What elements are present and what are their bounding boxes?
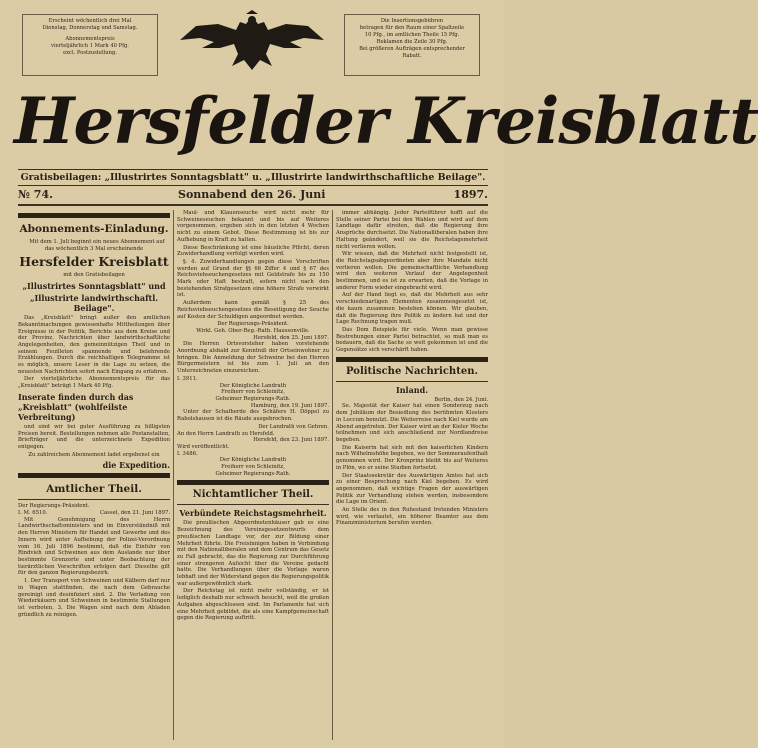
article-text: Der Staatssekretär des Auswärtigen Amtes hat sich zu einer Besprechung nach Kiel begeben. Es wird angenommen, daß wichtige Fragen der auswärtigen Politik zur Verhandlung stehen werden, insbesondere die Lage im Orient. xyxy=(336,472,488,506)
divider xyxy=(18,185,488,186)
subscription-price: Der vierteljährliche Abonnementspreis für das „Kreisblatt" beträgt 1 Mark 40 Pfg. xyxy=(18,376,170,390)
article-text: Unter der Schafherde des Schäfers H. Döppel zu Rabolshausen ist die Räude ausgebrochen. xyxy=(177,409,329,423)
column-separator xyxy=(332,210,333,740)
article-text: Wird veröffentlicht. xyxy=(177,443,230,450)
article-text: Die preußischen Abgeordnetenhäuser gab es eine Bezeichnung des Vereinsgesetzentwurfs dem preußischen Landtage vor, der zur Bildung einer Mehrheit führte. Die Freisinnigen haben in Verbindung mit den Nationalliberalen und dem Centrum das Gesetz zu Fall gebracht, das die Regierung zur Durchführung einer strengeren Aufsicht über die Vereine gedacht hatte. Die Verhandlungen über die Vorlage waren lebhaft und der Widerstand gegen die Regierungspolitik war außergewöhnlich stark. xyxy=(177,520,329,587)
article-heading: Verbündete Reichstagsmehrheit. xyxy=(179,508,327,519)
article-text: An Stelle des in den Ruhestand tretenden Ministers wird, wie verlautet, ein höherer Beamter aus dem Finanzministerium berufen werden. xyxy=(336,507,488,527)
article-text: immer abhängig. Jeder Parteiführer hofft auf die Stelle seiner Partei bei den Wahlen und wird auf dem Landtage dafür streiten, daß die Regierung ihre Ansprüche durchsetzt. Die Nationalliberalen haben ihre Haltung geändert, weil sie die Reichstagsmehrheit nicht verlieren wollen. xyxy=(336,210,488,250)
column-1 xyxy=(18,210,170,740)
box-right-line: 10 Pfg., im amtlichen Theile 15 Pfg. xyxy=(364,32,460,38)
official-body: Mit Genehmigung des Herrn Landwirthschaftsministers und im Einverständniß mit den Herren Ministern für Handel und Gewerbe und des Innern wird unter Aufhebung der Polizei-Verordnung vom 16. Juli 1896 bestimmt, daß die Einfuhr von Rindvieh und Schweinen aus dem Auslande nur über bestimmte Grenzorte und unter Beobachtung der tierärztlichen Vorschriften erfolgen darf. Dieselbe gilt für den ganzen Regierungsbezirk. xyxy=(18,516,170,577)
official-ref-line xyxy=(18,510,170,517)
subscription-heading: Abonnements-Einladung. xyxy=(19,223,169,235)
nonofficial-section-heading: Nichtamtlicher Theil. xyxy=(192,489,314,501)
reference-number: I. 3911. xyxy=(177,375,198,382)
article-text: An den Herrn Landrath zu Hersfeld. xyxy=(177,430,275,437)
decorative-bar xyxy=(18,473,170,478)
official-ref: I. M. 6510. xyxy=(18,510,48,517)
supplement-2: „Illustrirte landwirthschaftl. Beilage". xyxy=(29,293,159,314)
box-left-line: vierteljährlich 1 Mark 40 Pfg. xyxy=(51,43,129,49)
reference-number: I. 3486. xyxy=(177,450,198,457)
signature-role: Geheimer Regierungs-Rath. xyxy=(215,395,291,402)
box-left-line: Erscheint wöchentlich drei Mal xyxy=(48,18,132,24)
place-date: Hamburg, den 19. Juni 1897. xyxy=(250,402,329,409)
issue-line xyxy=(18,188,488,202)
column-3 xyxy=(336,210,488,740)
signature-name: Freiherr von Schleinitz, xyxy=(221,464,285,471)
article-text: Der Reichstag ist nicht mehr vollständig, er ist lediglich deshalb nur schwach besucht, weil die großen Aufgaben abgeschlossen sind. Im Parlamente hat sich eine Mehrheit gebildet, die als eine Kampfgemeinschaft gegen die Regierung auftritt. xyxy=(177,588,329,622)
article-text: Diese Beschränkung ist eine häusliche Pflicht, deren Zuwiderhandlung verfolgt werden wird. xyxy=(177,244,329,258)
divider xyxy=(18,204,488,206)
signature-title: Der Königliche Landrath xyxy=(219,457,287,464)
subscription-body: Das „Kreisblatt" bringt außer den amtlichen Bekanntmachungen gewissenhafte Mittheilungen über Ereignisse in der Politik, Berichte aus dem Kreise und der Provinz, Nachrichten über landwirthschaftliche Angelegenheiten, den gemeinnützigen Theil und in seinem Feuilleton spannende und belehrende Erzählungen. Durch die reichhaltigen Telegramme ist es möglich, unsere Leser in die Lage zu setzen, die neuesten Nachrichten sofort nach Eingang zu erfahren. xyxy=(18,315,170,375)
article-text: Auf der Hand liegt es, daß die Mehrheit aus sehr verschiedenartigen Elementen zusammengesetzt ist, die kaum zusammen bestehen können. Wir glauben, daß die Regierung ihre Politik zu ändern hat und der Lage Rechnung tragen muß. xyxy=(336,292,488,326)
article-text: Wir wissen, daß die Mehrheit nicht festgestellt ist, die Reichstagsabgeordneten aber ihre Mandate nicht verlieren wollen. Die gemeinschaftliche Verhandlung wird den weiteren Verlauf der Angelegenheit bestimmen, und es ist zu erwarten, daß die Vorlage in anderer Form wieder eingebracht wird. xyxy=(336,251,488,291)
signature-title: Der Königliche Landrath xyxy=(219,382,287,389)
place-date: Berlin, den 24. Juni. xyxy=(434,396,488,403)
ads-body: und sind wir bei guter Ausführung zu billigsten Preisen bereit. Bestellungen nehmen alle Postanstalten, Briefträger und die unterzeichnete Expedition entgegen. xyxy=(18,423,170,450)
article-text: Maul- und Klauenseuche wird nicht mehr für Schweineseuchen bekannt und bis auf Weiteres vorgenommen, ergeben sich in den letzten 4 Wochen nicht zu einem Gebot. Diese Bestimmung ist bis zur Aufhebung in Kraft zu halten. xyxy=(177,210,329,243)
article-text: Die Kaiserin hat sich mit den kaiserlichen Kindern nach Wilhelmshöhe begeben, wo der Sommeraufenthalt genommen wird. Der Kronprinz bleibt bis auf Weiteres in Plön, wo er seine Studien fortsetzt. xyxy=(336,444,488,471)
box-left-line: Dienstag, Donnerstag und Samstag. xyxy=(42,25,138,31)
official-section-heading: Amtlicher Theil. xyxy=(46,483,142,496)
article-text: Die Herren Ortsvorsteher haben vorstehende Anordnung alsbald zur Kenntniß der Ortseinwohner zu bringen. Die Anmeldung der Schweine bei den Herren Bürgermeistern ist bis zum 1. Juli an den Unterzeichneten einzureichen. xyxy=(177,341,329,375)
decorative-bar xyxy=(18,213,170,218)
box-right-line: Reklamen die Zeile 30 Pfg. xyxy=(376,39,448,45)
official-place: Cassel, den 21. Juni 1897. xyxy=(99,510,170,517)
signature-name: Wirkl. Geh. Ober-Reg.-Rath. Haussonville. xyxy=(196,327,310,334)
inland-heading: Inland. xyxy=(396,384,428,395)
signature-title: Der Regierungs-Präsident. xyxy=(217,321,289,328)
place-date: Hersfeld, den 25. Juni 1897. xyxy=(253,334,329,341)
decorative-bar xyxy=(336,357,488,362)
supplement-1: „Illustrirtes Sonntagsblatt" und xyxy=(22,281,166,292)
box-left-line: excl. Postzustellung. xyxy=(63,50,117,56)
newspaper-title: Hersfelder Kreisblatt xyxy=(14,84,758,159)
subscription-info-box xyxy=(22,14,158,76)
box-right-line: Die Insertionsgebühren xyxy=(380,18,444,24)
divider xyxy=(177,504,329,505)
signature-role: Geheimer Regierungs-Rath. xyxy=(215,470,291,477)
box-right-line: Bei größeren Aufträgen entsprechender xyxy=(359,46,465,52)
divider xyxy=(336,381,488,382)
article-text: §. 4. Zuwiderhandlungen gegen diese Vorschriften werden auf Grund der §§ 66 Ziffer 4 und § 67 des Reichsviehseuchengesetzes mit Geldstrafe bis zu 150 Mark oder Haft bestraft, sofern nicht nach den bestehenden Strafgesetzen eine höhere Strafe verwirkt ist. xyxy=(177,258,329,299)
box-right-line: betragen für den Raum einer Spaltzeile xyxy=(359,25,465,31)
expedition-signature: die Expedition. xyxy=(102,460,170,471)
article-text: Se. Majestät der Kaiser hat einen Sonderzug nach dem Jubiläum der Besiedlung des berühmten Klosters in Loccum benutzt. Die Weiterreise nach Kiel wurde am Abend angetreten. Der Kaiser wird an der Kieler Woche teilnehmen und sich anschließend zur Nordlandreise begeben. xyxy=(336,403,488,443)
signature-name: Freiherr von Schleinitz, xyxy=(221,389,285,396)
place-date: Hersfeld, den 23. Juni 1897. xyxy=(253,437,329,444)
subscription-lead: Mit dem 1. Juli beginnt ein neues Abonnement auf das wöchentlich 3 Mal erscheinende xyxy=(29,239,165,252)
with-supplements: mit den Gratisbeilagen xyxy=(63,272,125,279)
political-news-heading: Politische Nachrichten. xyxy=(346,365,478,377)
column-separator xyxy=(173,210,174,740)
signature: Der Landrath von Gehren. xyxy=(258,423,329,430)
divider xyxy=(18,169,488,170)
article-text: Außerdem kann gemäß § 25 des Reichsviehseuchengesetzes die Beseitigung der Seuche auf Kosten der Schuldigen angeordnet werden. xyxy=(177,300,329,320)
issue-number: № 74. xyxy=(18,188,53,201)
eagle-emblem-icon xyxy=(176,10,328,74)
article-text: Das Dom Beispiele für viele. Wenn man gewisse Bestrebungen einer Partei betrachtet, so muß man es bedauern, daß die Sache so weit gekommen ist und die Gegensätze sich verschärft haben. xyxy=(336,326,488,354)
issue-year: 1897. xyxy=(453,188,488,201)
divider xyxy=(18,499,170,500)
paper-name: Hersfelder Kreisblatt xyxy=(19,254,169,270)
box-left-line: Abonnementspreis xyxy=(65,36,115,42)
decorative-bar xyxy=(177,480,329,485)
column-2 xyxy=(177,210,329,740)
invitation-line: Zu zahlreichem Abonnement ladet ergebenst ein xyxy=(28,451,160,458)
official-body-2: 1. Der Transport von Schweinen und Kälbern darf nur in Wagen stattfinden, die nach dem Gebrauche gereinigt und desinfiziert sind. 2. Die Verladung von Wiederkäuern und Schweinen in bestimmte Stallungen ist verboten. 3. Die Wagen sind nach dem Abladen gründlich zu reinigen. xyxy=(18,578,170,618)
official-subheading: Der Regierungs-Präsident. xyxy=(18,503,90,510)
insertion-rates-box xyxy=(344,14,480,76)
issue-date: Sonnabend den 26. Juni xyxy=(178,188,326,201)
supplements-line: Gratisbeilagen: „Illustrirtes Sonntagsblatt" u. „Illustrirte landwirthschaftliche Beilage". xyxy=(20,172,486,183)
box-right-line: Rabatt. xyxy=(402,53,422,59)
ads-heading: Inserate finden durch das „Kreisblatt" (wohlfeilste Verbreitung) xyxy=(18,391,134,422)
